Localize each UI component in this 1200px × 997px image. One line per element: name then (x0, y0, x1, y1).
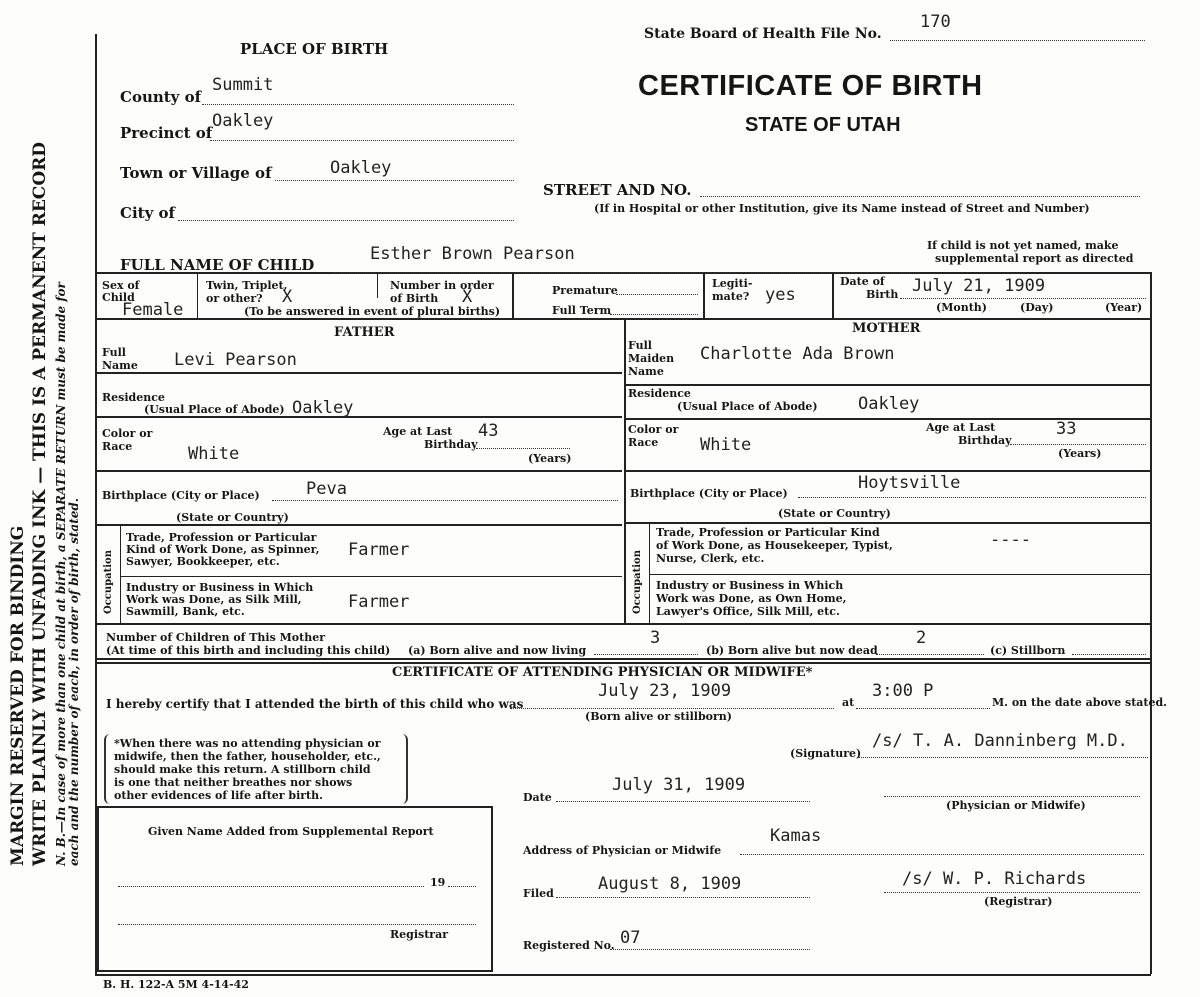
div-legit (832, 274, 834, 318)
date-value: July 31, 1909 (612, 775, 746, 795)
father-color-value: White (188, 444, 240, 464)
mother-industry-label-3: Lawyer's Office, Silk Mill, etc. (656, 605, 840, 618)
at-label: at (842, 696, 855, 709)
rule-occupation (95, 623, 1151, 625)
twin-label-2: or other? (206, 292, 263, 305)
note-line-1: *When there was no attending physician or (114, 737, 381, 750)
father-trade-label-2: Kind of Work Done, as Spinner, (126, 543, 320, 556)
time-value: 3:00 P (872, 681, 934, 701)
date-label: Date (523, 791, 552, 804)
occ-father-divider (120, 526, 121, 623)
father-state-label: (State or Country) (176, 511, 289, 524)
father-name-label-2: Name (102, 359, 138, 372)
father-name-value: Levi Pearson (174, 350, 297, 370)
regno-label: Registered No. (523, 939, 615, 952)
father-age-value: 43 (478, 421, 499, 441)
child-name-value: Esther Brown Pearson (370, 244, 575, 264)
mother-birthplace-label: Birthplace (City or Place) (630, 487, 788, 500)
legit-label-2: mate? (712, 290, 750, 303)
legit-label-1: Legiti- (712, 277, 753, 290)
margin-note-2: each and the number of each, in order of birth, stated. (67, 498, 81, 866)
note-line-3: should make this return. A stillborn child (114, 763, 371, 776)
filed-value: August 8, 1909 (598, 874, 742, 894)
legit-value: yes (765, 285, 796, 305)
precinct-value: Oakley (212, 111, 274, 131)
rule-mother-3 (626, 470, 1150, 472)
certify-label: I hereby certify that I attended the birth of this child who was (106, 697, 524, 711)
father-color-label-2: Race (102, 440, 133, 453)
mother-residence-label: Residence (628, 387, 691, 400)
mother-abode-label: (Usual Place of Abode) (677, 400, 818, 413)
form-code: B. H. 122-A 5M 4-14-42 (103, 978, 249, 991)
children-label-1: Number of Children of This Mother (106, 631, 325, 644)
mother-industry-label-1: Industry or Business in Which (656, 579, 844, 592)
div-sex (197, 274, 198, 318)
rule-mother-1 (626, 384, 1150, 386)
rule-children-1 (95, 658, 1151, 660)
father-years-label: (Years) (528, 452, 572, 465)
father-birthplace-label: Birthplace (City or Place) (102, 489, 260, 502)
registrar-signature: /s/ W. P. Richards (902, 869, 1087, 889)
mother-name-label-3: Name (628, 365, 664, 378)
mother-years-label: (Years) (1058, 447, 1102, 460)
address-value: Kamas (770, 826, 822, 846)
mother-birthplace-value: Hoytsville (858, 473, 961, 493)
rule-father-1 (95, 372, 622, 374)
address-label: Address of Physician or Midwife (523, 844, 722, 857)
file-no-label: State Board of Health File No. (644, 26, 882, 42)
children-a-label: (a) Born alive and now living (408, 644, 587, 657)
filed-label: Filed (523, 887, 554, 900)
city-label: City of (120, 204, 175, 222)
physician-or-midwife-label: (Physician or Midwife) (946, 799, 1086, 812)
father-abode-label: (Usual Place of Abode) (144, 403, 285, 416)
note-line-4: is one that neither breathes nor shows (114, 776, 353, 789)
mother-residence-value: Oakley (858, 394, 920, 414)
mother-trade-label-1: Trade, Profession or Particular Kind (656, 526, 880, 539)
div-twin (377, 274, 378, 298)
father-age-label-1: Age at Last (383, 425, 453, 438)
registrar-label: (Registrar) (984, 895, 1053, 908)
plural-note: (To be answered in event of plural births) (244, 305, 501, 318)
child-name-note-2: supplemental report as directed (935, 252, 1134, 265)
mother-name-label-1: Full (628, 339, 652, 352)
child-name-label: FULL NAME OF CHILD (120, 256, 315, 274)
file-no-value: 170 (920, 12, 951, 32)
father-trade-value: Farmer (348, 540, 410, 560)
mother-name-value: Charlotte Ada Brown (700, 344, 895, 364)
dob-day-label: (Day) (1020, 301, 1054, 314)
county-label: County of (120, 88, 202, 106)
rule-parents (95, 318, 1151, 320)
premature-label: Premature (552, 284, 618, 297)
fullterm-label: Full Term (552, 304, 612, 317)
binding-margin (6, 141, 86, 870)
child-name-note-1: If child is not yet named, make (927, 239, 1119, 252)
physician-heading: CERTIFICATE OF ATTENDING PHYSICIAN OR MIDWIFE* (392, 665, 813, 680)
mother-age-value: 33 (1056, 419, 1077, 439)
father-heading: FATHER (334, 325, 395, 340)
sex-value: Female (122, 300, 184, 320)
div-premature (703, 274, 705, 318)
children-c-label: (c) Stillborn (990, 644, 1066, 657)
mother-trade-label-3: Nurse, Clerk, etc. (656, 552, 765, 565)
order-label-1: Number in order (390, 279, 494, 292)
street-note: (If in Hospital or other Institution, give its Name instead of Street and Number) (594, 202, 1090, 215)
rule-mother-4 (626, 522, 1150, 524)
father-occupation-label: Occupation (103, 550, 114, 614)
town-value: Oakley (330, 158, 392, 178)
rule-father-2 (95, 416, 622, 418)
children-b-value: 2 (916, 628, 927, 648)
supplemental-registrar-label: Registrar (390, 928, 449, 941)
mother-trade-value: ---- (990, 530, 1031, 550)
sex-label-1: Sex of (102, 279, 140, 292)
dob-label-1: Date of (840, 275, 885, 288)
m-suffix: M. on the date above stated. (992, 696, 1168, 709)
margin-permanent-text: WRITE PLAINLY WITH UNFADING INK — THIS IS A PERMANENT RECORD (30, 141, 50, 866)
precinct-label: Precinct of (120, 124, 213, 142)
signature-value: /s/ T. A. Danninberg M.D. (872, 731, 1128, 751)
mother-age-label-1: Age at Last (926, 421, 996, 434)
children-b-label: (b) Born alive but now dead (706, 644, 878, 657)
father-birthplace-value: Peva (306, 479, 347, 499)
county-value: Summit (212, 75, 274, 95)
mother-color-value: White (700, 435, 752, 455)
note-line-2: midwife, then the father, householder, etc., (114, 750, 381, 763)
children-label-2: (At time of this birth and including this child) (106, 644, 391, 657)
mother-state-label: (State or Country) (778, 507, 891, 520)
father-trade-label-3: Sawyer, Bookkeeper, etc. (126, 555, 280, 568)
street-label: STREET AND NO. (543, 181, 692, 199)
mother-age-label-2: Birthday (958, 434, 1012, 447)
father-age-label-2: Birthday (424, 438, 478, 451)
dob-year-label: (Year) (1105, 301, 1143, 314)
father-industry-label-2: Work was Done, as Silk Mill, (126, 593, 302, 606)
mother-color-label-1: Color or (628, 423, 679, 436)
town-label: Town or Village of (120, 164, 272, 182)
mother-occupation-label: Occupation (632, 550, 643, 614)
supplemental-year-prefix: 19 (430, 876, 446, 889)
margin-binding-text: MARGIN RESERVED FOR BINDING (8, 525, 28, 866)
sex-label-2: Child (102, 291, 135, 304)
father-residence-label: Residence (102, 391, 165, 404)
order-value: X (462, 287, 473, 307)
born-alive-label: (Born alive or stillborn) (585, 710, 732, 723)
born-value: July 23, 1909 (598, 681, 732, 701)
mother-trade-label-2: of Work Done, as Housekeeper, Typist, (656, 539, 893, 552)
certificate-title: CERTIFICATE OF BIRTH (638, 70, 983, 102)
note-line-5: other evidences of life after birth. (114, 789, 323, 802)
twin-label-1: Twin, Triplet, (206, 279, 288, 292)
rule-bottom (95, 974, 1151, 976)
state-title: STATE OF UTAH (745, 114, 901, 136)
div-order (512, 274, 514, 318)
mother-name-label-2: Maiden (628, 352, 675, 365)
margin-note-1: N. B.—In case of more than one child at birth, a SEPARATE RETURN must be made for (54, 282, 68, 866)
occ-father-mid (120, 576, 622, 577)
children-a-value: 3 (650, 628, 661, 648)
dob-value: July 21, 1909 (912, 276, 1046, 296)
rule-children-2 (95, 662, 1151, 664)
father-trade-label-1: Trade, Profession or Particular (126, 531, 317, 544)
signature-label: (Signature) (790, 747, 862, 760)
father-industry-value: Farmer (348, 592, 410, 612)
occ-mother-mid (649, 574, 1150, 575)
supplemental-heading: Given Name Added from Supplemental Report (148, 825, 434, 838)
twin-value: X (282, 287, 293, 307)
rule-father-4 (95, 524, 622, 526)
order-label-2: of Birth (390, 292, 439, 305)
father-industry-label-3: Sawmill, Bank, etc. (126, 605, 245, 618)
mother-color-label-2: Race (628, 436, 659, 449)
father-color-label-1: Color or (102, 427, 153, 440)
dob-label-2: Birth (866, 288, 899, 301)
mother-industry-label-2: Work was Done, as Own Home, (656, 592, 847, 605)
dob-month-label: (Month) (936, 301, 987, 314)
father-industry-label-1: Industry or Business in Which (126, 581, 314, 594)
place-heading: PLACE OF BIRTH (240, 40, 389, 58)
father-name-label-1: Full (102, 346, 126, 359)
mother-heading: MOTHER (852, 321, 921, 336)
regno-value: 07 (620, 928, 641, 948)
father-residence-value: Oakley (292, 398, 354, 418)
rule-father-3 (95, 470, 622, 472)
